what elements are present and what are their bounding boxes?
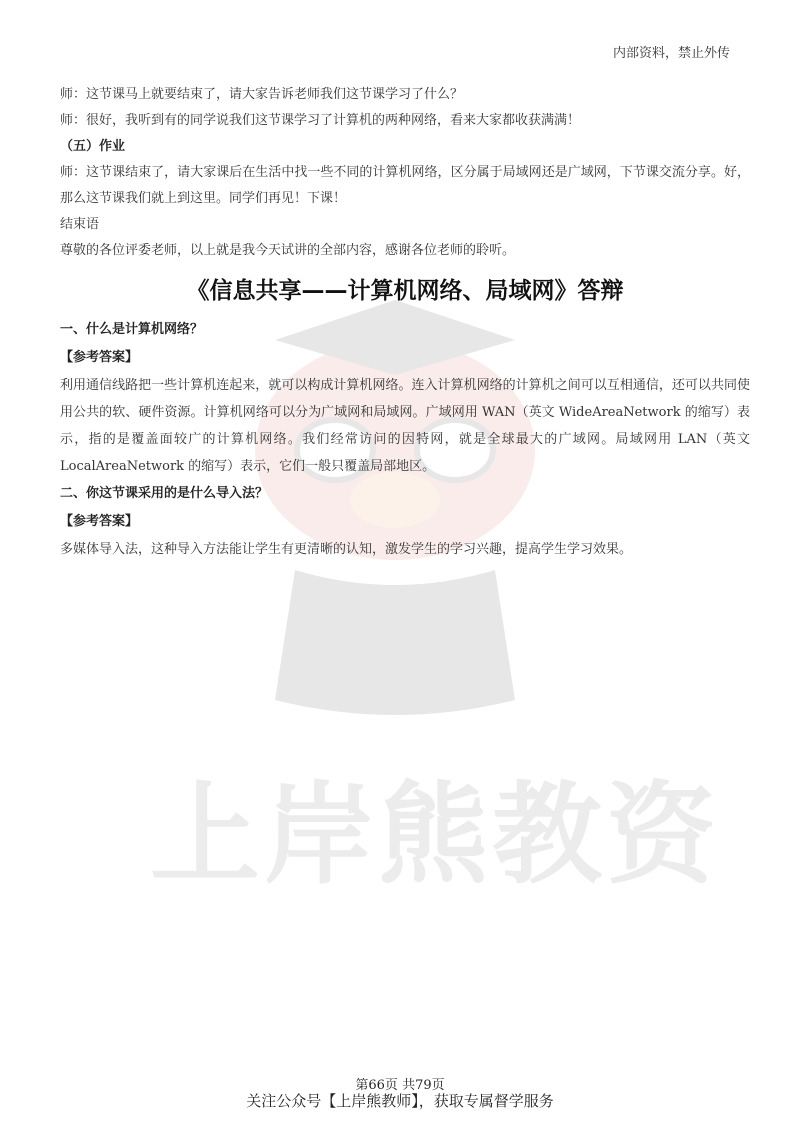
answer-tag-1: 【参考答案】 bbox=[60, 350, 139, 365]
closing-text: 尊敬的各位评委老师，以上就是我今天试讲的全部内容，感谢各位老师的聆听。 bbox=[60, 243, 516, 258]
question-1: 一、什么是计算机网络？ bbox=[60, 322, 204, 337]
answer-tag-2: 【参考答案】 bbox=[60, 514, 139, 529]
document-body bbox=[60, 82, 750, 563]
homework-heading: （五）作业 bbox=[60, 139, 126, 154]
brand-watermark: 上岸熊教资 bbox=[150, 771, 720, 899]
answer-2: 多媒体导入法，这种导入方法能让学生有更清晰的认知，激发学生的学习兴趣，提高学生学习效果。 bbox=[60, 542, 633, 557]
page-number: 第66页 共79页 bbox=[355, 1078, 445, 1093]
footer-promo: 关注公众号【上岸熊教师】，获取专属督学服务 bbox=[246, 1092, 554, 1110]
defense-title: 《信息共享——计算机网络、局域网》答辩 bbox=[186, 278, 624, 304]
question-2: 二、你这节课采用的是什么导入法？ bbox=[60, 486, 269, 501]
lesson-line-1: 师：这节课马上就要结束了，请大家告诉老师我们这节课学习了什么？ bbox=[60, 87, 464, 102]
closing-heading: 结束语 bbox=[60, 217, 100, 232]
homework-text: 师：这节课结束了，请大家课后在生活中找一些不同的计算机网络，区分属于局域网还是广域网，下节课交流分享。好，那么这节课我们就上到这里。同学们再见！下课！ bbox=[60, 165, 750, 206]
lesson-line-2: 师：很好，我听到有的同学说我们这节课学习了计算机的两种网络，看来大家都收获满满！ bbox=[60, 113, 581, 128]
confidential-note: 内部资料，禁止外传 bbox=[612, 46, 730, 61]
answer-1: 利用通信线路把一些计算机连起来，就可以构成计算机网络。连入计算机网络的计算机之间可以互相通信，还可以共同使用公共的软、硬件资源。计算机网络可以分为广域网和局域网。广域网用 WAN（英文 WideAreaNetwork 的缩写）表示，指的是覆盖面较广的计算机网络。我们经常访问的因特网，就是全球最大的广域网。局域网用 LAN（英文 LocalAreaNetwork 的缩写）表示，它们一般只覆盖局部地区。 bbox=[60, 378, 750, 474]
